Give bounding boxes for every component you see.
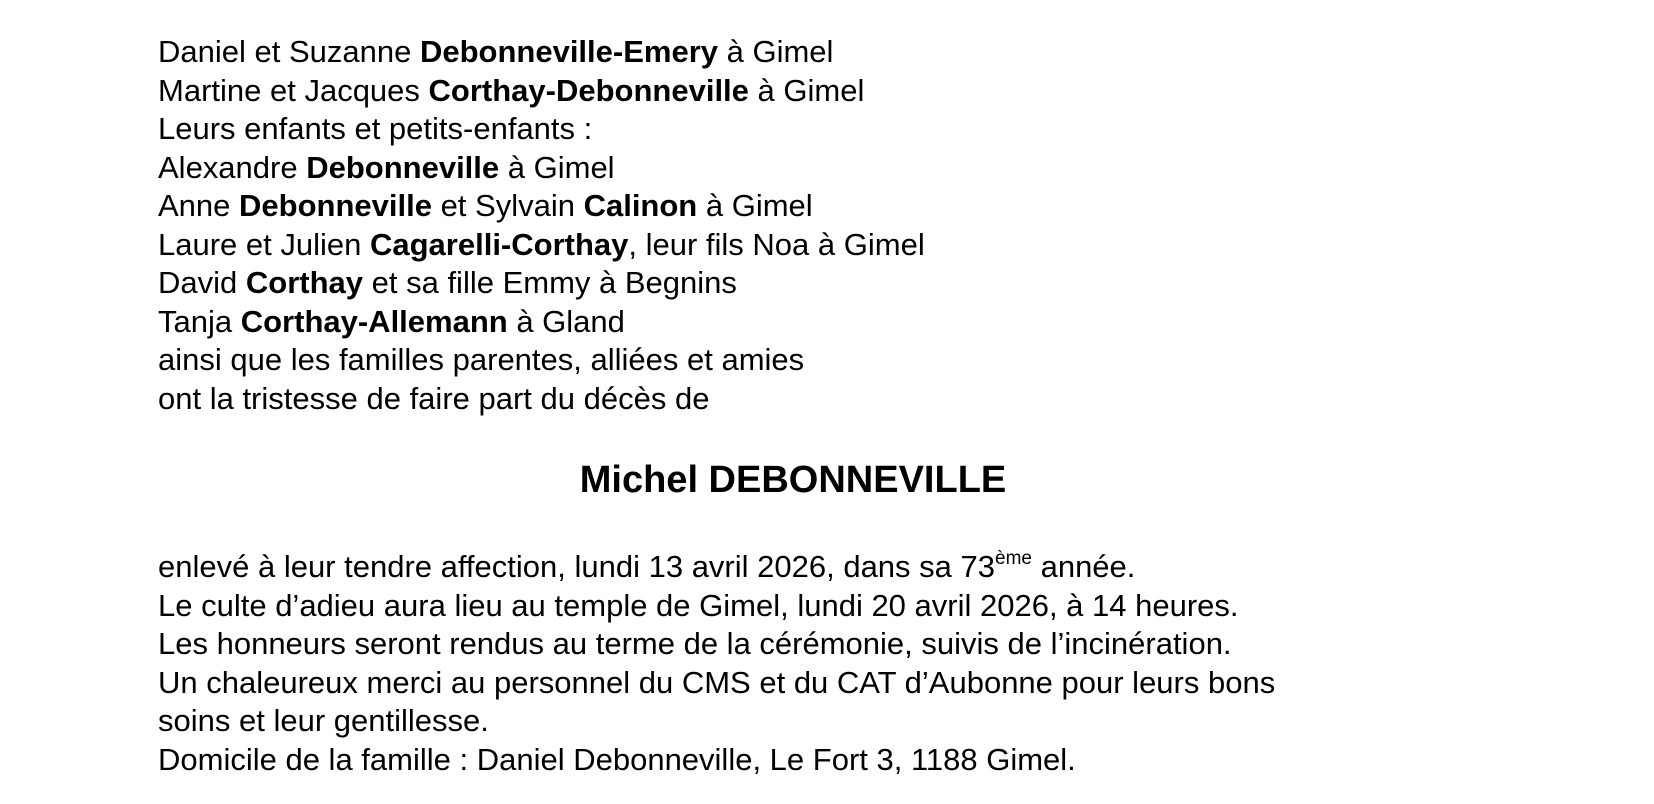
family-surname: Cagarelli-Corthay [369,226,629,262]
details-line: Un chaleureux merci au personnel du CMS et du CAT d’Aubonne pour leurs bons [158,664,1276,700]
family-line: Laure et Julien Cagarelli-Corthay, leur fils Noa à Gimel [158,226,925,262]
funeral-details [158,548,1275,779]
details-line: Les honneurs seront rendus au terme de la cérémonie, suivis de l’incinération. [158,626,1232,661]
details-line: Le culte d’adieu aura lieu au temple de Gimel, lundi 20 avril 2026, à 14 heures. [158,587,1239,623]
ordinal-suffix: ème [995,548,1032,569]
family-line: ainsi que les familles parentes, alliées et amies [158,342,805,377]
details-line: enlevé à leur tendre affection, lundi 13 avril 2026, dans sa 73ème année. [158,548,1136,584]
family-announcement [158,33,925,418]
family-surname: Debonneville-Emery [419,34,719,69]
family-line: Daniel et Suzanne Debonneville-Emery à Gimel [158,34,834,69]
deceased-name: Michel DEBONNEVILLE [579,459,1007,501]
family-line: ont la tristesse de faire part du décès de [158,380,710,416]
details-line: Domicile de la famille : Daniel Debonneville, Le Fort 3, 1188 Gimel. [158,741,1076,777]
family-line: David Corthay et sa fille Emmy à Begnins [158,265,737,300]
family-surname: Corthay-Debonneville [428,72,749,108]
family-line: Tanja Corthay-Allemann à Gland [158,303,625,339]
family-surname: Corthay-Allemann [240,303,508,339]
family-surname: Calinon [583,188,698,223]
family-line: Anne Debonneville et Sylvain Calinon à Gimel [158,188,813,223]
family-surname: Debonneville [239,188,432,223]
family-line: Leurs enfants et petits-enfants : [158,111,593,146]
family-surname: Corthay [245,265,364,300]
family-line: Alexandre Debonneville à Gimel [158,149,615,185]
family-surname: Debonneville [306,149,500,185]
family-line: Martine et Jacques Corthay-Debonneville à Gimel [158,72,865,108]
details-line: soins et leur gentillesse. [158,703,489,738]
